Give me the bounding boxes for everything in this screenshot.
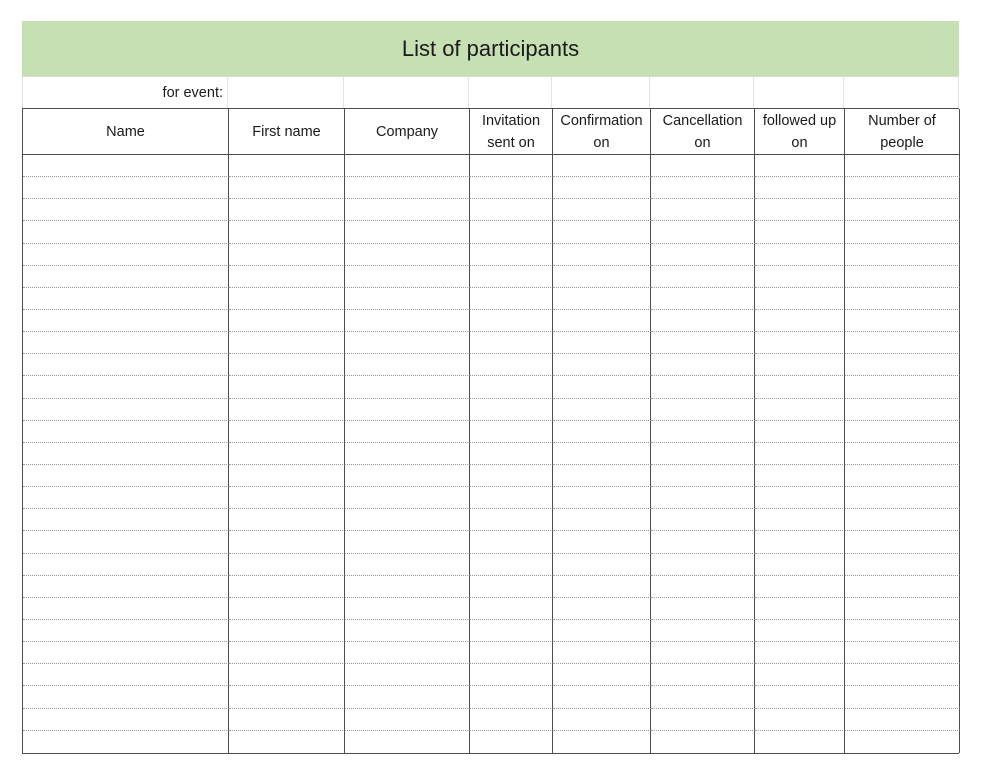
table-cell[interactable] [755,598,845,620]
table-cell[interactable] [651,487,755,509]
table-cell[interactable] [755,620,845,642]
table-cell[interactable] [229,620,345,642]
event-row-cell[interactable] [469,77,552,108]
table-cell[interactable] [553,686,651,708]
table-cell[interactable] [23,244,229,266]
table-cell[interactable] [553,266,651,288]
table-cell[interactable] [23,354,229,376]
table-cell[interactable] [651,354,755,376]
table-cell[interactable] [845,709,960,731]
table-cell[interactable] [229,288,345,310]
table-cell[interactable] [23,576,229,598]
table-cell[interactable] [651,399,755,421]
table-cell[interactable] [229,244,345,266]
table-cell[interactable] [755,288,845,310]
table-cell[interactable] [553,155,651,177]
table-cell[interactable] [553,664,651,686]
table-cell[interactable] [651,576,755,598]
table-cell[interactable] [23,731,229,753]
table-cell[interactable] [229,266,345,288]
table-cell[interactable] [553,509,651,531]
table-cell[interactable] [345,731,470,753]
table-cell[interactable] [345,509,470,531]
table-cell[interactable] [229,531,345,553]
table-cell[interactable] [345,399,470,421]
table-cell[interactable] [470,399,553,421]
table-cell[interactable] [345,554,470,576]
table-cell[interactable] [470,509,553,531]
table-cell[interactable] [845,443,960,465]
table-cell[interactable] [845,244,960,266]
table-cell[interactable] [845,221,960,243]
table-cell[interactable] [755,664,845,686]
column-header-company: Company [345,109,470,155]
table-cell[interactable] [470,598,553,620]
table-cell[interactable] [23,686,229,708]
table-cell[interactable] [345,177,470,199]
table-cell[interactable] [553,576,651,598]
table-cell[interactable] [553,531,651,553]
table-cell[interactable] [553,376,651,398]
table-cell[interactable] [345,620,470,642]
table-cell[interactable] [23,399,229,421]
table-cell[interactable] [345,443,470,465]
table-cell[interactable] [470,332,553,354]
table-cell[interactable] [470,642,553,664]
table-cell[interactable] [755,554,845,576]
table-cell[interactable] [755,487,845,509]
table-cell[interactable] [845,731,960,753]
table-cell[interactable] [470,221,553,243]
table-cell[interactable] [345,354,470,376]
table-cell[interactable] [651,376,755,398]
table-cell[interactable] [755,332,845,354]
table-cell[interactable] [845,332,960,354]
table-cell[interactable] [651,664,755,686]
table-cell[interactable] [23,266,229,288]
table-cell[interactable] [229,399,345,421]
table-cell[interactable] [845,266,960,288]
table-cell[interactable] [651,332,755,354]
table-cell[interactable] [470,531,553,553]
table-cell[interactable] [553,709,651,731]
table-cell[interactable] [470,155,553,177]
table-cell[interactable] [345,288,470,310]
table-cell[interactable] [229,554,345,576]
table-cell[interactable] [845,686,960,708]
table-cell[interactable] [755,465,845,487]
table-cell[interactable] [345,487,470,509]
table-cell[interactable] [229,487,345,509]
table-cell[interactable] [845,531,960,553]
table-cell[interactable] [345,642,470,664]
table-cell[interactable] [470,354,553,376]
table-cell[interactable] [470,310,553,332]
table-cell[interactable] [229,354,345,376]
table-cell[interactable] [470,266,553,288]
table-cell[interactable] [23,443,229,465]
table-cell[interactable] [470,376,553,398]
table-cell[interactable] [845,620,960,642]
table-cell[interactable] [651,554,755,576]
table-cell[interactable] [755,376,845,398]
table-cell[interactable] [470,686,553,708]
table-cell[interactable] [470,443,553,465]
table-cell[interactable] [553,332,651,354]
table-cell[interactable] [229,443,345,465]
table-cell[interactable] [755,177,845,199]
table-cell[interactable] [651,221,755,243]
table-cell[interactable] [470,421,553,443]
column-header-cancellation-on: Cancellation on [651,109,755,155]
table-cell[interactable] [845,310,960,332]
table-cell[interactable] [345,531,470,553]
table-cell[interactable] [23,465,229,487]
table-cell[interactable] [229,731,345,753]
table-cell[interactable] [651,310,755,332]
table-cell[interactable] [755,199,845,221]
table-cell[interactable] [23,221,229,243]
event-row-cell[interactable] [844,77,959,108]
table-cell[interactable] [470,576,553,598]
table-cell[interactable] [229,221,345,243]
table-cell[interactable] [23,554,229,576]
table-cell[interactable] [845,554,960,576]
table-cell[interactable] [470,288,553,310]
table-cell[interactable] [755,399,845,421]
event-row-cell[interactable] [650,77,754,108]
table-cell[interactable] [23,487,229,509]
table-cell[interactable] [23,376,229,398]
table-cell[interactable] [23,509,229,531]
table-cell[interactable] [23,598,229,620]
table-cell[interactable] [23,310,229,332]
table-cell[interactable] [845,576,960,598]
column-header-confirmation-on: Confirmation on [553,109,651,155]
table-cell[interactable] [23,531,229,553]
table-cell[interactable] [23,664,229,686]
table-cell[interactable] [755,509,845,531]
table-cell[interactable] [345,709,470,731]
table-cell[interactable] [651,443,755,465]
table-cell[interactable] [229,177,345,199]
table-cell[interactable] [845,354,960,376]
table-cell[interactable] [845,421,960,443]
table-cell[interactable] [553,399,651,421]
table-cell[interactable] [345,686,470,708]
table-cell[interactable] [553,177,651,199]
table-cell[interactable] [553,598,651,620]
column-header-number-of-people: Number of people [845,109,960,155]
table-cell[interactable] [229,664,345,686]
table-cell[interactable] [553,487,651,509]
table-cell[interactable] [845,376,960,398]
table-cell[interactable] [755,155,845,177]
column-header-first-name: First name [229,109,345,155]
table-cell[interactable] [553,465,651,487]
table-cell[interactable] [470,465,553,487]
table-cell[interactable] [755,421,845,443]
table-cell[interactable] [651,288,755,310]
table-cell[interactable] [651,709,755,731]
table-cell[interactable] [229,509,345,531]
table-cell[interactable] [553,244,651,266]
table-cell[interactable] [651,155,755,177]
table-cell[interactable] [845,598,960,620]
table-cell[interactable] [755,531,845,553]
table-cell[interactable] [345,664,470,686]
table-cell[interactable] [345,221,470,243]
table-cell[interactable] [229,686,345,708]
table-cell[interactable] [651,177,755,199]
table-cell[interactable] [23,332,229,354]
table-cell[interactable] [553,421,651,443]
participants-sheet [22,21,959,754]
table-cell[interactable] [845,399,960,421]
table-cell[interactable] [845,288,960,310]
table-cell[interactable] [651,531,755,553]
table-cell[interactable] [345,332,470,354]
table-cell[interactable] [229,310,345,332]
table-cell[interactable] [23,709,229,731]
table-cell[interactable] [651,686,755,708]
table-cell[interactable] [553,443,651,465]
table-cell[interactable] [553,221,651,243]
table-cell[interactable] [229,199,345,221]
table-cell[interactable] [651,465,755,487]
table-cell[interactable] [470,731,553,753]
table-cell[interactable] [23,642,229,664]
table-cell[interactable] [553,288,651,310]
table-cell[interactable] [470,620,553,642]
column-header-followed-up-on: followed up on [755,109,845,155]
table-cell[interactable] [553,199,651,221]
table-cell[interactable] [755,443,845,465]
table-cell[interactable] [755,244,845,266]
table-cell[interactable] [755,731,845,753]
table-cell[interactable] [755,266,845,288]
table-cell[interactable] [651,598,755,620]
table-cell[interactable] [845,465,960,487]
column-header-name: Name [23,109,229,155]
table-cell[interactable] [229,376,345,398]
table-cell[interactable] [651,509,755,531]
table-cell[interactable] [553,620,651,642]
table-cell[interactable] [755,576,845,598]
table-cell[interactable] [229,642,345,664]
table-cell[interactable] [23,288,229,310]
table-cell[interactable] [845,664,960,686]
table-cell[interactable] [345,310,470,332]
table-cell[interactable] [470,664,553,686]
table-cell[interactable] [229,576,345,598]
table-cell[interactable] [651,642,755,664]
table-cell[interactable] [553,554,651,576]
table-cell[interactable] [229,332,345,354]
table-cell[interactable] [229,155,345,177]
table-cell[interactable] [23,199,229,221]
table-cell[interactable] [845,642,960,664]
table-cell[interactable] [755,642,845,664]
table-cell[interactable] [345,576,470,598]
table-cell[interactable] [553,310,651,332]
table-cell[interactable] [229,465,345,487]
table-cell[interactable] [23,620,229,642]
table-cell[interactable] [845,199,960,221]
table-cell[interactable] [470,177,553,199]
table-cell[interactable] [229,421,345,443]
table-cell[interactable] [651,244,755,266]
table-cell[interactable] [470,199,553,221]
table-cell[interactable] [755,221,845,243]
table-cell[interactable] [229,709,345,731]
table-cell[interactable] [755,709,845,731]
table-cell[interactable] [23,421,229,443]
table-cell[interactable] [470,244,553,266]
table-cell[interactable] [345,244,470,266]
table-cell[interactable] [23,177,229,199]
table-cell[interactable] [845,487,960,509]
table-cell[interactable] [845,509,960,531]
table-cell[interactable] [845,177,960,199]
table-cell[interactable] [345,266,470,288]
column-header-invitation-sent-on: Invitation sent on [470,109,553,155]
table-cell[interactable] [755,686,845,708]
event-row-cell[interactable] [344,77,469,108]
event-row-cell[interactable] [754,77,844,108]
table-cell[interactable] [345,199,470,221]
event-row [22,77,959,109]
table-cell[interactable] [651,199,755,221]
table-cell[interactable] [345,421,470,443]
table-cell[interactable] [755,354,845,376]
table-cell[interactable] [651,620,755,642]
table-cell[interactable] [553,731,651,753]
table-cell[interactable] [23,155,229,177]
table-cell[interactable] [345,465,470,487]
event-row-cell[interactable] [552,77,650,108]
table-cell[interactable] [470,487,553,509]
table-cell[interactable] [651,266,755,288]
sheet-title: List of participants [22,21,959,77]
table-cell[interactable] [845,155,960,177]
table-cell[interactable] [755,310,845,332]
table-cell[interactable] [553,642,651,664]
table-cell[interactable] [229,598,345,620]
event-label: for event: [22,77,228,108]
table-cell[interactable] [651,421,755,443]
table-cell[interactable] [345,598,470,620]
table-cell[interactable] [470,554,553,576]
table-cell[interactable] [553,354,651,376]
participants-table [22,109,959,754]
table-cell[interactable] [470,709,553,731]
table-cell[interactable] [345,376,470,398]
table-cell[interactable] [345,155,470,177]
table-cell[interactable] [651,731,755,753]
event-value-cell[interactable] [228,77,344,108]
